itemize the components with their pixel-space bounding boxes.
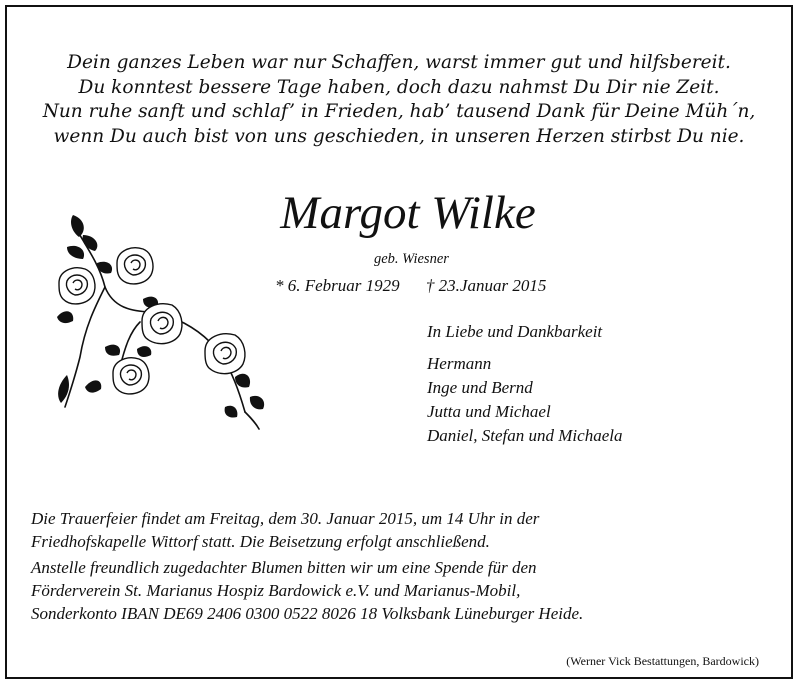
mourners-heading: In Liebe und Dankbarkeit [427,322,603,341]
poem-line: Nun ruhe sanft und schlaf’ in Frieden, hab’ tausend Dank für Deine Müh´n, [42,101,756,122]
ceremony-line: Die Trauerfeier findet am Freitag, dem 30. Januar 2015, um 14 Uhr in der [31,509,540,528]
roses-icon [45,207,285,432]
deceased-name: Margot Wilke [280,187,536,239]
mourners-block [427,320,622,448]
donation-line: Sonderkonto IBAN DE69 2406 0300 0522 8026 18 Volksbank Lüneburger Heide. [31,604,584,623]
mourner-name: Daniel, Stefan und Michaela [427,426,623,445]
birth-date: * 6. Februar 1929 [275,276,400,295]
mourner-name: Jutta und Michael [427,402,551,421]
obituary-frame [5,5,793,679]
donation-line: Anstelle freundlich zugedachter Blumen bitten wir um eine Spende für den [31,558,537,577]
donation-line: Förderverein St. Marianus Hospiz Bardowick e.V. und Marianus-Mobil, [31,581,521,600]
death-date: † 23.Januar 2015 [425,276,547,295]
maiden-name: geb. Wiesner [374,251,449,267]
mourner-name: Inge und Bernd [427,378,533,397]
donation-paragraph [31,556,583,625]
life-dates [275,276,546,296]
ceremony-line: Friedhofskapelle Wittorf statt. Die Beisetzung erfolgt anschließend. [31,532,490,551]
poem-line: wenn Du auch bist von uns geschieden, in unseren Herzen stirbst Du nie. [53,125,745,147]
undertaker-credit: (Werner Vick Bestattungen, Bardowick) [566,654,759,668]
ceremony-paragraph [31,507,583,553]
mourner-name: Hermann [427,354,492,373]
poem-line: Dein ganzes Leben war nur Schaffen, warst immer gut und hilfsbereit. [67,52,731,73]
poem-line: Du konntest bessere Tage haben, doch dazu nahmst Du Dir nie Zeit. [78,76,720,98]
funeral-notice [31,507,583,625]
memorial-poem [7,51,791,149]
